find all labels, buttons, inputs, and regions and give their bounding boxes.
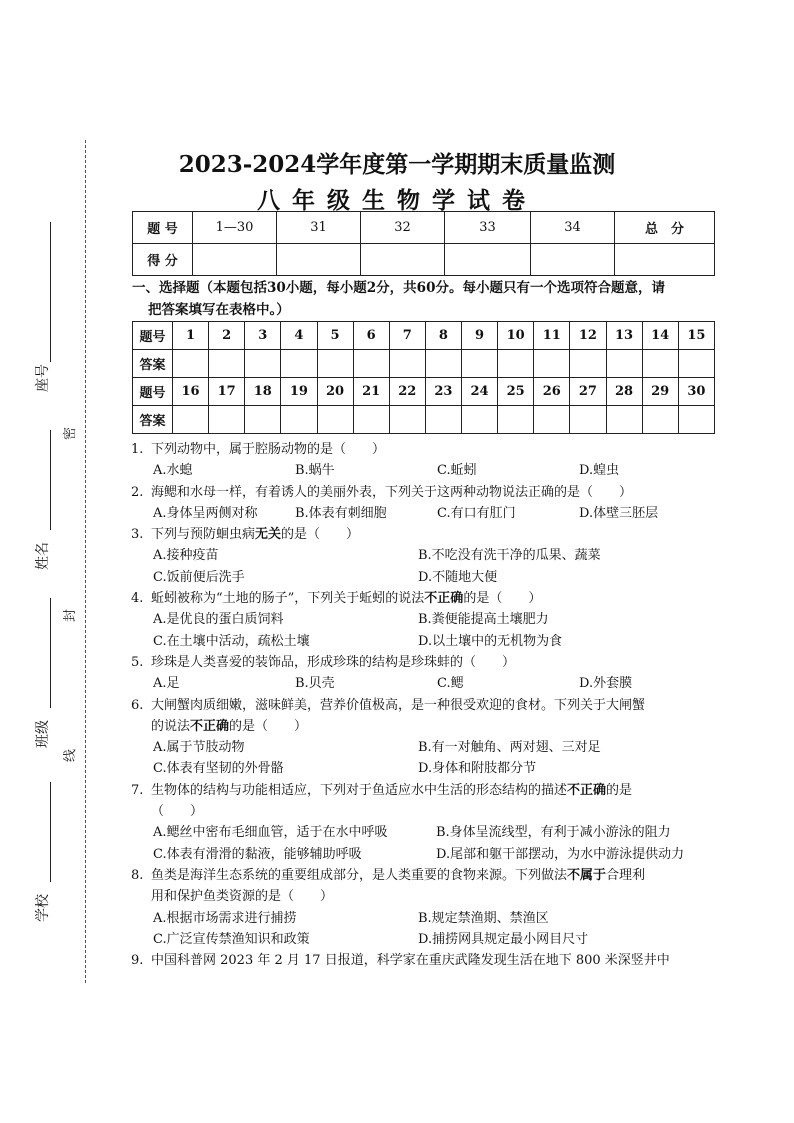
question-number-cell: 7: [389, 322, 425, 350]
question-stem: 海鳃和水母一样，有着诱人的美丽外表，下列关于这两种动物说法正确的是（ ）: [151, 484, 633, 500]
answer-cell[interactable]: [606, 350, 642, 378]
question-stem: 蚯蚓被称为“土地的肠子”，下列关于蚯蚓的说法: [151, 591, 425, 607]
answer-cell[interactable]: [389, 350, 425, 378]
question-stem-end: 合理利: [606, 867, 646, 883]
question-number: 5.: [131, 654, 144, 670]
question-number-cell: 9: [462, 322, 498, 350]
question-stem: 下列与预防蛔虫病: [151, 527, 256, 543]
question-number-cell: 16: [173, 378, 209, 406]
class-blank: [50, 598, 51, 708]
seal-xian: 线: [63, 748, 79, 763]
score-header-cell: 总 分: [615, 212, 715, 244]
name-label: 姓名: [35, 542, 51, 570]
number-label: 题号: [133, 322, 173, 350]
emphasis-text: 无关: [255, 527, 282, 543]
exam-subtitle: 八年级生物学试卷: [257, 187, 537, 214]
question-stem-end: 的是（ ）: [463, 591, 542, 607]
answer-cell[interactable]: [317, 406, 353, 434]
question-number-cell: 21: [353, 378, 389, 406]
answer-cell[interactable]: [209, 350, 245, 378]
answer-cell[interactable]: [570, 406, 606, 434]
question-stem: 鱼类是海洋生态系统的重要组成部分，是人类重要的食物来源。下列做法: [151, 867, 568, 883]
answer-table: [132, 321, 715, 434]
answer-label: 答案: [133, 350, 173, 378]
answer-cell[interactable]: [317, 350, 353, 378]
answer-cell[interactable]: [498, 406, 534, 434]
answer-cell[interactable]: [498, 350, 534, 378]
answer-cell[interactable]: [534, 350, 570, 378]
name-blank: [50, 430, 51, 530]
answer-cell[interactable]: [642, 406, 678, 434]
option-d[interactable]: D.外套膜: [579, 676, 633, 692]
option-c[interactable]: C.广泛宣传禁渔知识和政策: [153, 931, 310, 947]
question-4-options: [131, 609, 721, 652]
question-6-options: [131, 737, 721, 780]
emphasis-text: 不正确: [424, 591, 464, 607]
question-number-cell: 23: [425, 378, 461, 406]
question-number-cell: 29: [642, 378, 678, 406]
answer-cell[interactable]: [389, 406, 425, 434]
option-a[interactable]: A.鳃丝中密布毛细血管，适于在水中呼吸: [153, 825, 388, 841]
question-8-continued: [131, 886, 721, 907]
option-a[interactable]: A.根据市场需求进行捕捞: [153, 910, 297, 926]
question-number-cell: 20: [317, 378, 353, 406]
question-stem: 珍珠是人类喜爱的装饰品，形成珍珠的结构是珍珠蚌的（ ）: [151, 654, 516, 670]
question-number-cell: 13: [606, 322, 642, 350]
option-a[interactable]: A.身体呈两侧对称: [153, 505, 258, 521]
question-9: [131, 950, 721, 971]
question-4: [131, 588, 721, 609]
binding-dashed-line: [85, 140, 86, 983]
answer-cell[interactable]: [534, 406, 570, 434]
score-header-cell: 1—30: [193, 212, 277, 244]
question-number: 9.: [131, 953, 144, 969]
answer-cell[interactable]: [353, 406, 389, 434]
seat-number-label: 座号: [35, 364, 51, 392]
score-header-cell: 32: [361, 212, 445, 244]
option-b[interactable]: B.贝壳: [295, 676, 335, 692]
emphasis-text: 不属于: [567, 867, 607, 883]
question-stem: 下列动物中，属于腔肠动物的是（ ）: [151, 442, 386, 457]
answer-cell[interactable]: [173, 406, 209, 434]
emphasis-text: 不正确: [190, 718, 230, 734]
question-7: [131, 780, 721, 801]
question-7-continued: [131, 801, 721, 822]
question-number-cell: 19: [281, 378, 317, 406]
question-number-cell: 8: [425, 322, 461, 350]
seal-mi: 密: [63, 426, 79, 441]
score-cell[interactable]: [615, 244, 715, 276]
answer-cell[interactable]: [281, 406, 317, 434]
score-header-row: [133, 212, 715, 244]
question-number-cell: 14: [642, 322, 678, 350]
option-d[interactable]: D.体壁三胚层: [579, 505, 659, 521]
question-number-cell: 28: [606, 378, 642, 406]
answer-row: [133, 406, 715, 434]
option-b[interactable]: B.规定禁渔期、禁渔区: [418, 910, 549, 926]
option-d[interactable]: D.以土壤中的无机物为食: [418, 633, 563, 649]
option-c[interactable]: C.蚯蚓: [437, 463, 477, 479]
option-a[interactable]: A.水螅: [153, 463, 193, 479]
option-b[interactable]: B.有一对触角、两对翅、三对足: [418, 740, 601, 756]
answer-cell[interactable]: [281, 350, 317, 378]
option-b[interactable]: B.不吃没有洗干净的瓜果、蔬菜: [418, 548, 601, 564]
answer-cell[interactable]: [209, 406, 245, 434]
question-list: [131, 439, 721, 971]
option-c[interactable]: C.饭前便后洗手: [153, 569, 245, 585]
question-number: 4.: [131, 591, 144, 607]
question-stem: 中国科普网 2023 年 2 月 17 日报道，科学家在重庆武隆发现生活在地下 800 米深竖井中: [151, 953, 670, 969]
option-d[interactable]: D.身体和附肢都分节: [418, 761, 537, 777]
seal-feng: 封: [63, 608, 79, 623]
option-a[interactable]: A.是优良的蛋白质饲料: [153, 612, 284, 628]
question-number: 1.: [131, 442, 144, 457]
question-3: [131, 524, 721, 545]
question-3-options: [131, 545, 721, 588]
class-label: 班级: [35, 720, 51, 748]
section-1-line-2: 把答案填写在表格中。）: [148, 302, 290, 318]
question-8-options: [131, 908, 721, 951]
question-number: 8.: [131, 867, 144, 883]
question-number-cell: 22: [389, 378, 425, 406]
answer-cell[interactable]: [245, 406, 281, 434]
question-number-cell: 25: [498, 378, 534, 406]
answer-number-row: [133, 378, 715, 406]
question-7-options: [131, 822, 721, 865]
seat-number-blank: [50, 222, 51, 362]
score-cell[interactable]: [193, 244, 277, 276]
option-c[interactable]: C.体表有滑滑的黏液，能够辅助呼吸: [153, 846, 362, 862]
option-d[interactable]: D.蝗虫: [579, 463, 620, 479]
question-number-cell: 4: [281, 322, 317, 350]
exam-title: 2023-2024学年度第一学期期末质量监测: [178, 151, 616, 178]
score-table: [132, 211, 715, 276]
option-a[interactable]: A.属于节肢动物: [153, 740, 245, 756]
option-d[interactable]: D.尾部和躯干部摆动，为水中游泳提供动力: [436, 846, 685, 862]
question-stem-cont: 的说法: [151, 718, 191, 734]
question-6-continued: [131, 716, 721, 737]
question-stem-cont: （ ）: [151, 804, 204, 820]
question-stem: 大闸蟹肉质细嫩，滋味鲜美，营养价值极高，是一种很受欢迎的食材。下列关于大闸蟹: [151, 697, 646, 713]
question-1-options: [131, 460, 721, 481]
question-number: 7.: [131, 782, 144, 798]
question-number: 2.: [131, 484, 144, 500]
question-8: [131, 865, 721, 886]
answer-cell[interactable]: [462, 406, 498, 434]
question-number: 6.: [131, 697, 144, 713]
answer-number-row: [133, 322, 715, 350]
answer-row: [133, 350, 715, 378]
answer-cell[interactable]: [425, 350, 461, 378]
question-number: 3.: [131, 527, 144, 543]
answer-cell[interactable]: [642, 350, 678, 378]
score-header-cell: 题 号: [133, 212, 193, 244]
answer-cell[interactable]: [570, 350, 606, 378]
school-blank: [50, 782, 51, 882]
number-label: 题号: [133, 378, 173, 406]
question-number-cell: 6: [353, 322, 389, 350]
score-row-label: 得 分: [133, 244, 193, 276]
option-d[interactable]: D.捕捞网具规定最小网目尺寸: [418, 931, 589, 947]
score-value-row: [133, 244, 715, 276]
question-number-cell: 3: [245, 322, 281, 350]
answer-cell[interactable]: [678, 350, 714, 378]
answer-cell[interactable]: [353, 350, 389, 378]
option-a[interactable]: A.足: [153, 676, 180, 692]
question-stem-cont: 用和保护鱼类资源的是（ ）: [151, 889, 334, 905]
option-b[interactable]: B.身体呈流线型，有利于减小游泳的阻力: [436, 825, 671, 841]
score-header-cell: 31: [277, 212, 361, 244]
answer-cell[interactable]: [606, 406, 642, 434]
question-stem-end: 的是（ ）: [229, 718, 308, 734]
question-number-cell: 2: [209, 322, 245, 350]
answer-label: 答案: [133, 406, 173, 434]
question-5-options: [131, 673, 721, 694]
question-number-cell: 17: [209, 378, 245, 406]
emphasis-text: 不正确: [567, 782, 607, 798]
question-number-cell: 10: [498, 322, 534, 350]
section-1-heading: [132, 277, 722, 321]
option-d[interactable]: D.不随地大便: [418, 569, 498, 585]
answer-cell[interactable]: [425, 406, 461, 434]
answer-cell[interactable]: [173, 350, 209, 378]
question-2-options: [131, 503, 721, 524]
question-number-cell: 1: [173, 322, 209, 350]
question-stem-end: 的是（ ）: [281, 527, 360, 543]
score-cell[interactable]: [361, 244, 445, 276]
option-b[interactable]: B.粪便能提高土壤肥力: [418, 612, 549, 628]
score-header-cell: 33: [445, 212, 531, 244]
option-c[interactable]: C.鳃: [437, 676, 464, 692]
question-stem: 生物体的结构与功能相适应，下列对于鱼适应水中生活的形态结构的描述: [151, 782, 568, 798]
question-2: [131, 482, 721, 503]
section-1-line-1: 一、选择题（本题包括30小题，每小题2分，共60分。每小题只有一个选项符合题意，请: [132, 280, 665, 296]
answer-cell[interactable]: [462, 350, 498, 378]
option-c[interactable]: C.在土壤中活动，疏松土壤: [153, 633, 310, 649]
score-header-cell: 34: [531, 212, 615, 244]
option-b[interactable]: B.蜗牛: [295, 463, 335, 479]
question-number-cell: 26: [534, 378, 570, 406]
school-label: 学校: [35, 894, 51, 922]
option-b[interactable]: B.体表有刺细胞: [295, 505, 387, 521]
option-c[interactable]: C.体表有坚韧的外骨骼: [153, 761, 284, 777]
option-c[interactable]: C.有口有肛门: [437, 505, 516, 521]
question-number-cell: 30: [678, 378, 714, 406]
question-number-cell: 12: [570, 322, 606, 350]
question-6: [131, 695, 721, 716]
question-number-cell: 11: [534, 322, 570, 350]
question-number-cell: 15: [678, 322, 714, 350]
question-number-cell: 27: [570, 378, 606, 406]
answer-cell[interactable]: [245, 350, 281, 378]
question-5: [131, 652, 721, 673]
answer-cell[interactable]: [678, 406, 714, 434]
option-a[interactable]: A.接种疫苗: [153, 548, 219, 564]
question-stem-end: 的是: [606, 782, 633, 798]
question-number-cell: 24: [462, 378, 498, 406]
question-number-cell: 18: [245, 378, 281, 406]
question-number-cell: 5: [317, 322, 353, 350]
score-cell[interactable]: [445, 244, 531, 276]
score-cell[interactable]: [531, 244, 615, 276]
question-1: [131, 439, 721, 460]
score-cell[interactable]: [277, 244, 361, 276]
